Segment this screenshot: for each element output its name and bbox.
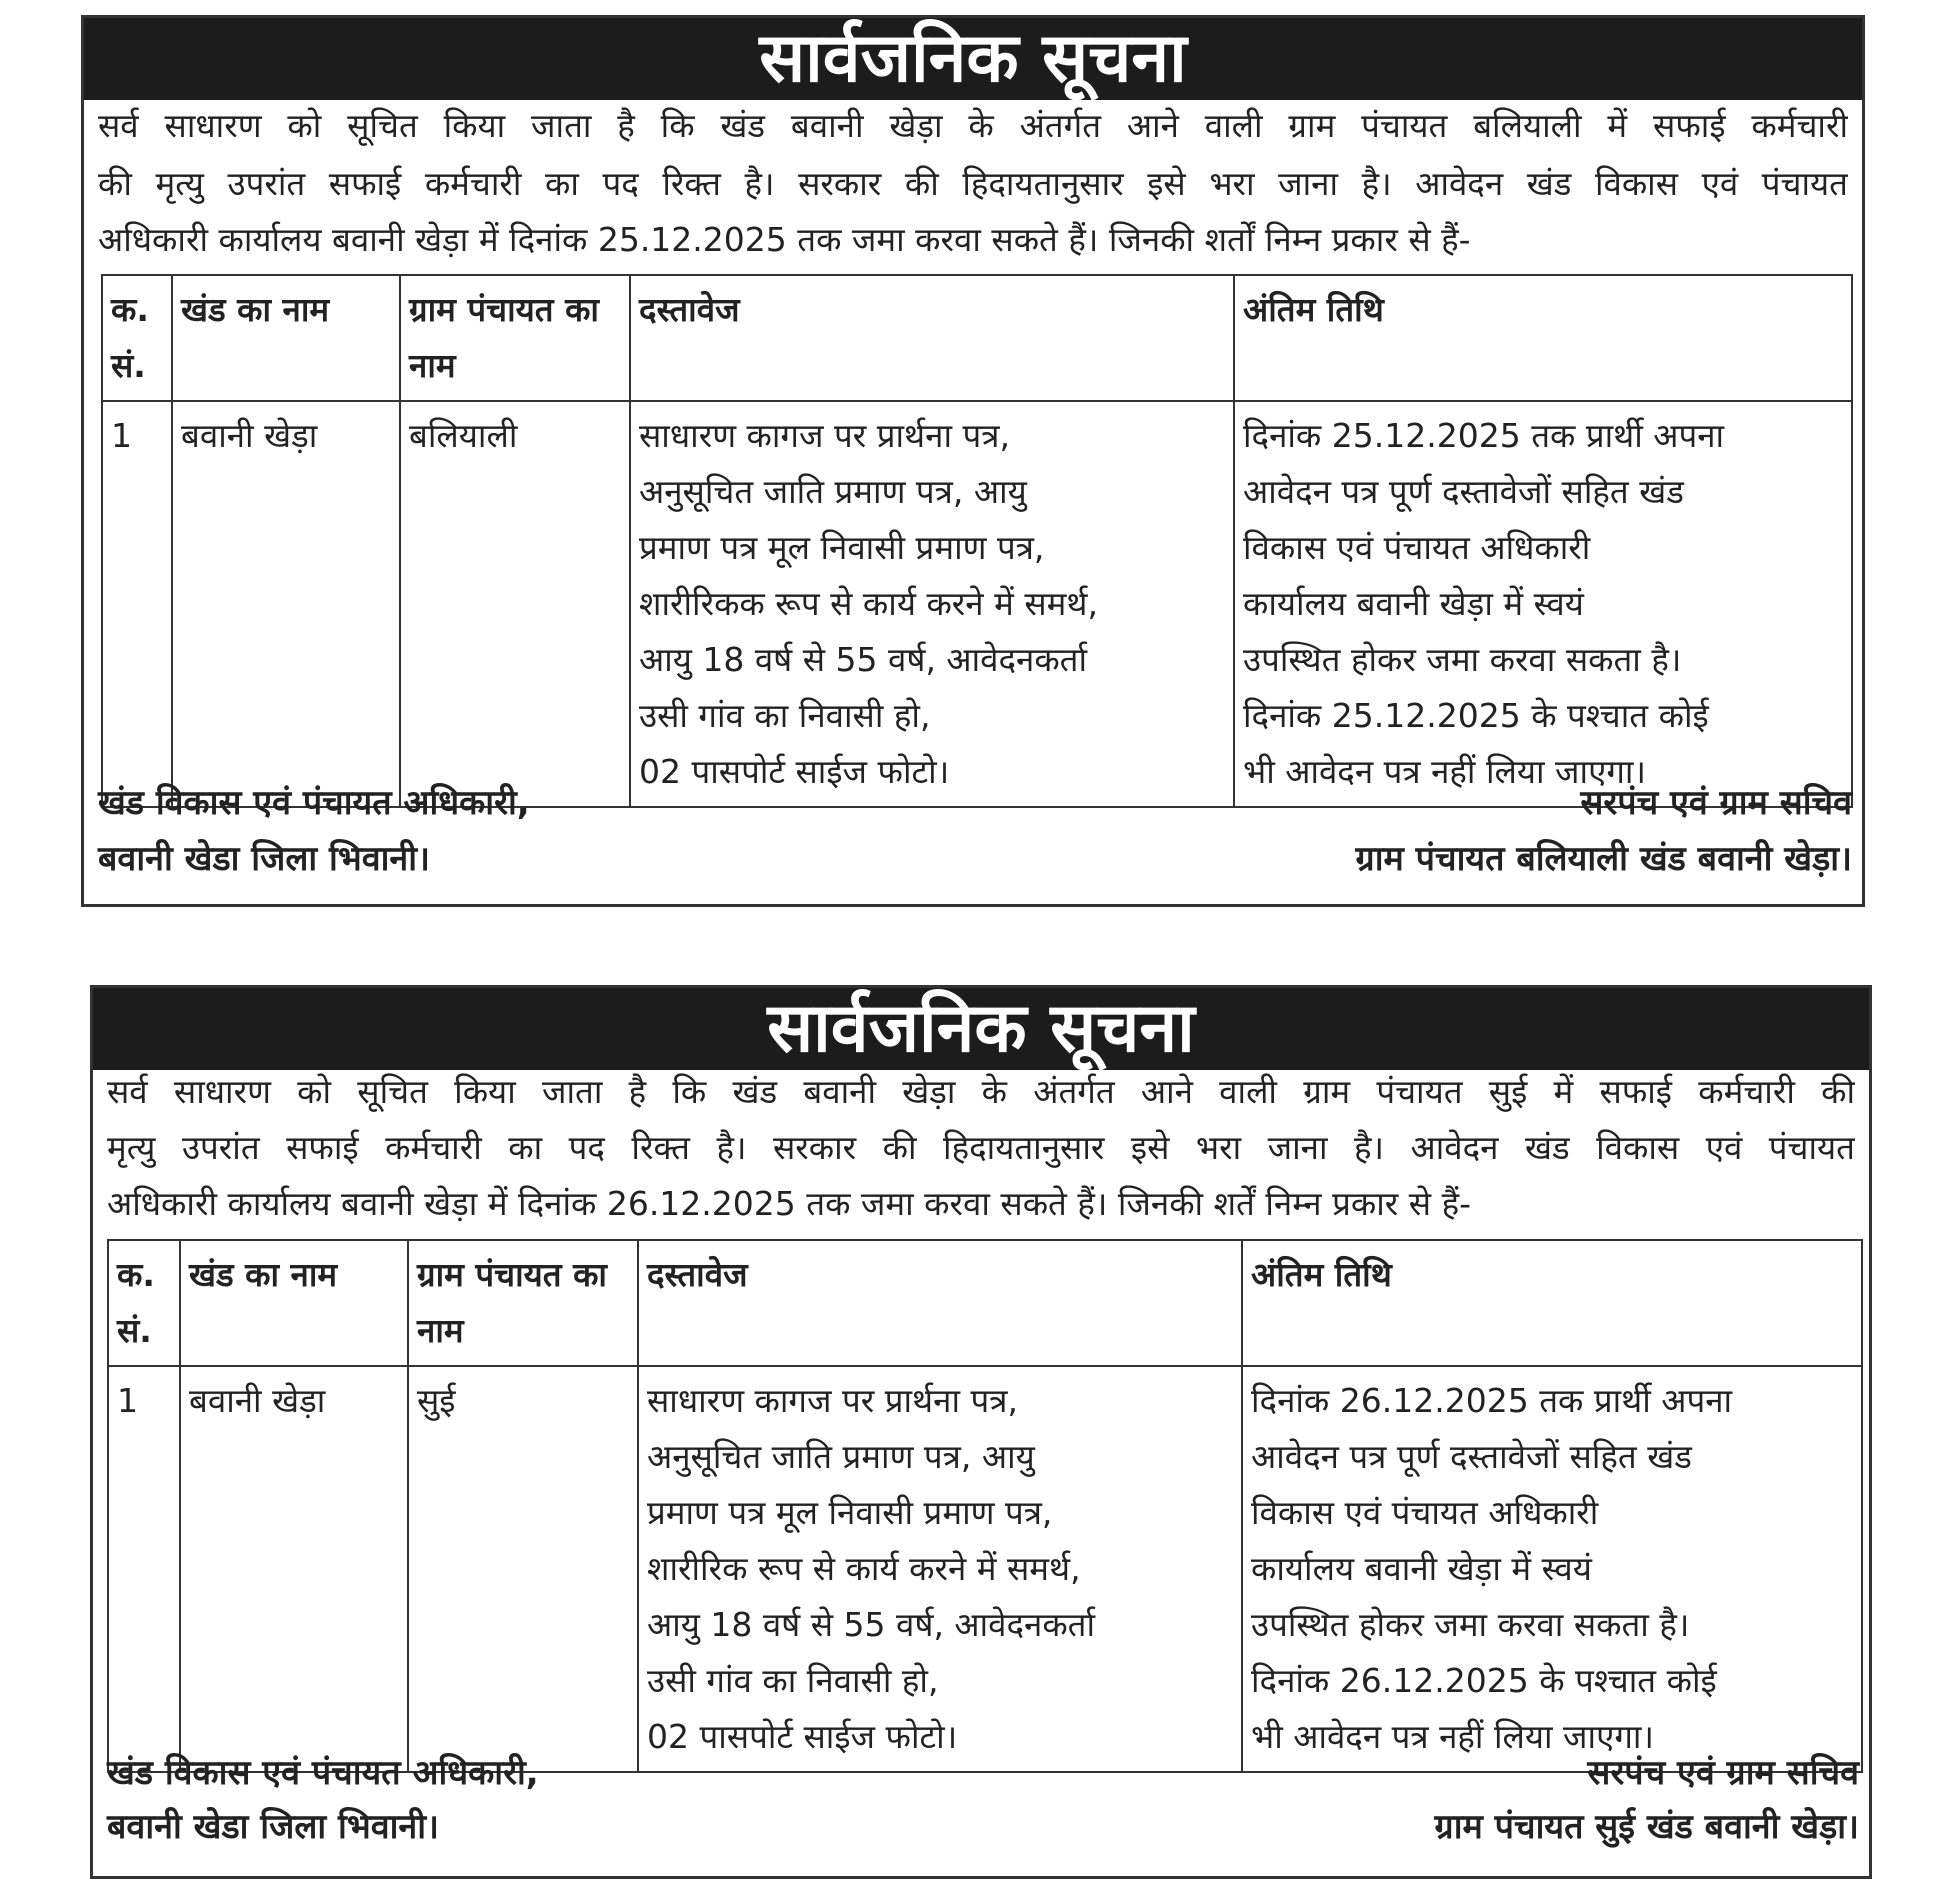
document-line: आयु 18 वर्ष से 55 वर्ष, आवेदनकर्ता	[647, 1605, 1096, 1644]
cell-panchayat-name: सुई	[408, 1366, 638, 1772]
cell-block-name: बवानी खेड़ा	[180, 1366, 408, 1772]
table-header: क. सं.	[108, 1240, 180, 1366]
last-date-line: भी आवेदन पत्र नहीं लिया जाएगा।	[1243, 752, 1646, 791]
document-line: आयु 18 वर्ष से 55 वर्ष, आवेदनकर्ता	[639, 640, 1088, 679]
last-date-line: दिनांक 26.12.2025 के पश्चात कोई	[1251, 1661, 1717, 1700]
table-header-row	[108, 1240, 1862, 1366]
last-date-line: आवेदन पत्र पूर्ण दस्तावेजों सहित खंड	[1243, 472, 1684, 511]
last-date-line: उपस्थित होकर जमा करवा सकता है।	[1243, 640, 1682, 679]
last-date-line: उपस्थित होकर जमा करवा सकता है।	[1251, 1605, 1690, 1644]
table-header: क. सं.	[102, 275, 172, 401]
table-header-row	[102, 275, 1852, 401]
document-line: प्रमाण पत्र मूल निवासी प्रमाण पत्र,	[639, 528, 1045, 567]
notice-table	[101, 274, 1853, 808]
public-notice	[90, 985, 1872, 1879]
last-date-line: कार्यालय बवानी खेड़ा में स्वयं	[1251, 1549, 1592, 1588]
table-header: अंतिम तिथि	[1242, 1240, 1862, 1366]
table-header: दस्तावेज	[630, 275, 1234, 401]
cell-serial-number: 1	[108, 1366, 180, 1772]
footer-right-signatory: सरपंच एवं ग्राम सचिव	[1587, 1753, 1859, 1793]
footer-left-signatory: बवानी खेडा जिला भिवानी।	[98, 839, 430, 879]
public-notice	[81, 15, 1865, 907]
footer-right-signatory: ग्राम पंचायत बलियाली खंड बवानी खेड़ा।	[1355, 839, 1852, 879]
intro-line: की मृत्यु उपरांत सफाई कर्मचारी का पद रिक्त है। सरकार की हिदायतानुसार इसे भरा जाना है। आवेदन खंड विकास एवं पंचायत	[98, 164, 1848, 203]
document-line: उसी गांव का निवासी हो,	[647, 1661, 939, 1700]
table-header: खंड का नाम	[180, 1240, 408, 1366]
intro-line: सर्व साधारण को सूचित किया जाता है कि खंड बवानी खेड़ा के अंतर्गत आने वाली ग्राम पंचायत सुई में सफाई कर्मचारी की	[107, 1072, 1855, 1111]
document-line: साधारण कागज पर प्रार्थना पत्र,	[639, 416, 1010, 455]
footer-left-signatory: खंड विकास एवं पंचायत अधिकारी,	[98, 783, 530, 823]
last-date-line: विकास एवं पंचायत अधिकारी	[1251, 1493, 1599, 1532]
cell-last-date	[1234, 401, 1852, 807]
last-date-line: भी आवेदन पत्र नहीं लिया जाएगा।	[1251, 1717, 1654, 1756]
table-header: ग्राम पंचायत का नाम	[408, 1240, 638, 1366]
last-date-line: दिनांक 26.12.2025 तक प्रार्थी अपना	[1251, 1381, 1733, 1420]
document-line: शारीरिक रूप से कार्य करने में समर्थ,	[647, 1549, 1081, 1588]
document-line: उसी गांव का निवासी हो,	[639, 696, 931, 735]
cell-last-date	[1242, 1366, 1862, 1772]
cell-documents	[630, 401, 1234, 807]
cell-block-name: बवानी खेड़ा	[172, 401, 400, 807]
document-line: शारीरिकक रूप से कार्य करने में समर्थ,	[639, 584, 1098, 623]
cell-serial-number: 1	[102, 401, 172, 807]
document-line: अनुसूचित जाति प्रमाण पत्र, आयु	[647, 1437, 1035, 1476]
notice-table	[107, 1239, 1863, 1773]
notice-title: सार्वजनिक सूचना	[84, 18, 1862, 100]
footer-right-signatory: ग्राम पंचायत सुई खंड बवानी खेड़ा।	[1434, 1807, 1859, 1847]
notice-title: सार्वजनिक सूचना	[93, 988, 1869, 1070]
document-line: अनुसूचित जाति प्रमाण पत्र, आयु	[639, 472, 1027, 511]
document-line: 02 पासपोर्ट साईज फोटो।	[639, 752, 950, 791]
table-row	[108, 1366, 1862, 1772]
intro-line: मृत्यु उपरांत सफाई कर्मचारी का पद रिक्त है। सरकार की हिदायतानुसार इसे भरा जाना है। आवेदन खंड विकास एवं पंचायत	[107, 1128, 1855, 1167]
last-date-line: विकास एवं पंचायत अधिकारी	[1243, 528, 1591, 567]
footer-left-signatory: खंड विकास एवं पंचायत अधिकारी,	[107, 1753, 539, 1793]
last-date-line: दिनांक 25.12.2025 तक प्रार्थी अपना	[1243, 416, 1725, 455]
table-header: ग्राम पंचायत का नाम	[400, 275, 630, 401]
last-date-line: कार्यालय बवानी खेड़ा में स्वयं	[1243, 584, 1584, 623]
document-line: 02 पासपोर्ट साईज फोटो।	[647, 1717, 958, 1756]
table-header: खंड का नाम	[172, 275, 400, 401]
last-date-line: आवेदन पत्र पूर्ण दस्तावेजों सहित खंड	[1251, 1437, 1692, 1476]
table-header: दस्तावेज	[638, 1240, 1242, 1366]
table-header: अंतिम तिथि	[1234, 275, 1852, 401]
intro-line: सर्व साधारण को सूचित किया जाता है कि खंड बवानी खेड़ा के अंतर्गत आने वाली ग्राम पंचायत बलियाली में सफाई कर्मचारी	[98, 106, 1848, 145]
cell-panchayat-name: बलियाली	[400, 401, 630, 807]
document-line: प्रमाण पत्र मूल निवासी प्रमाण पत्र,	[647, 1493, 1053, 1532]
table-row	[102, 401, 1852, 807]
last-date-line: दिनांक 25.12.2025 के पश्चात कोई	[1243, 696, 1709, 735]
footer-left-signatory: बवानी खेडा जिला भिवानी।	[107, 1807, 439, 1847]
footer-right-signatory: सरपंच एवं ग्राम सचिव	[1580, 783, 1852, 823]
intro-line: अधिकारी कार्यालय बवानी खेड़ा में दिनांक 26.12.2025 तक जमा करवा सकते हैं। जिनकी शर्तें निम्न प्रकार से हैं-	[107, 1184, 1471, 1223]
intro-line: अधिकारी कार्यालय बवानी खेड़ा में दिनांक 25.12.2025 तक जमा करवा सकते हैं। जिनकी शर्तों निम्न प्रकार से हैं-	[98, 220, 1471, 259]
cell-documents	[638, 1366, 1242, 1772]
document-line: साधारण कागज पर प्रार्थना पत्र,	[647, 1381, 1018, 1420]
